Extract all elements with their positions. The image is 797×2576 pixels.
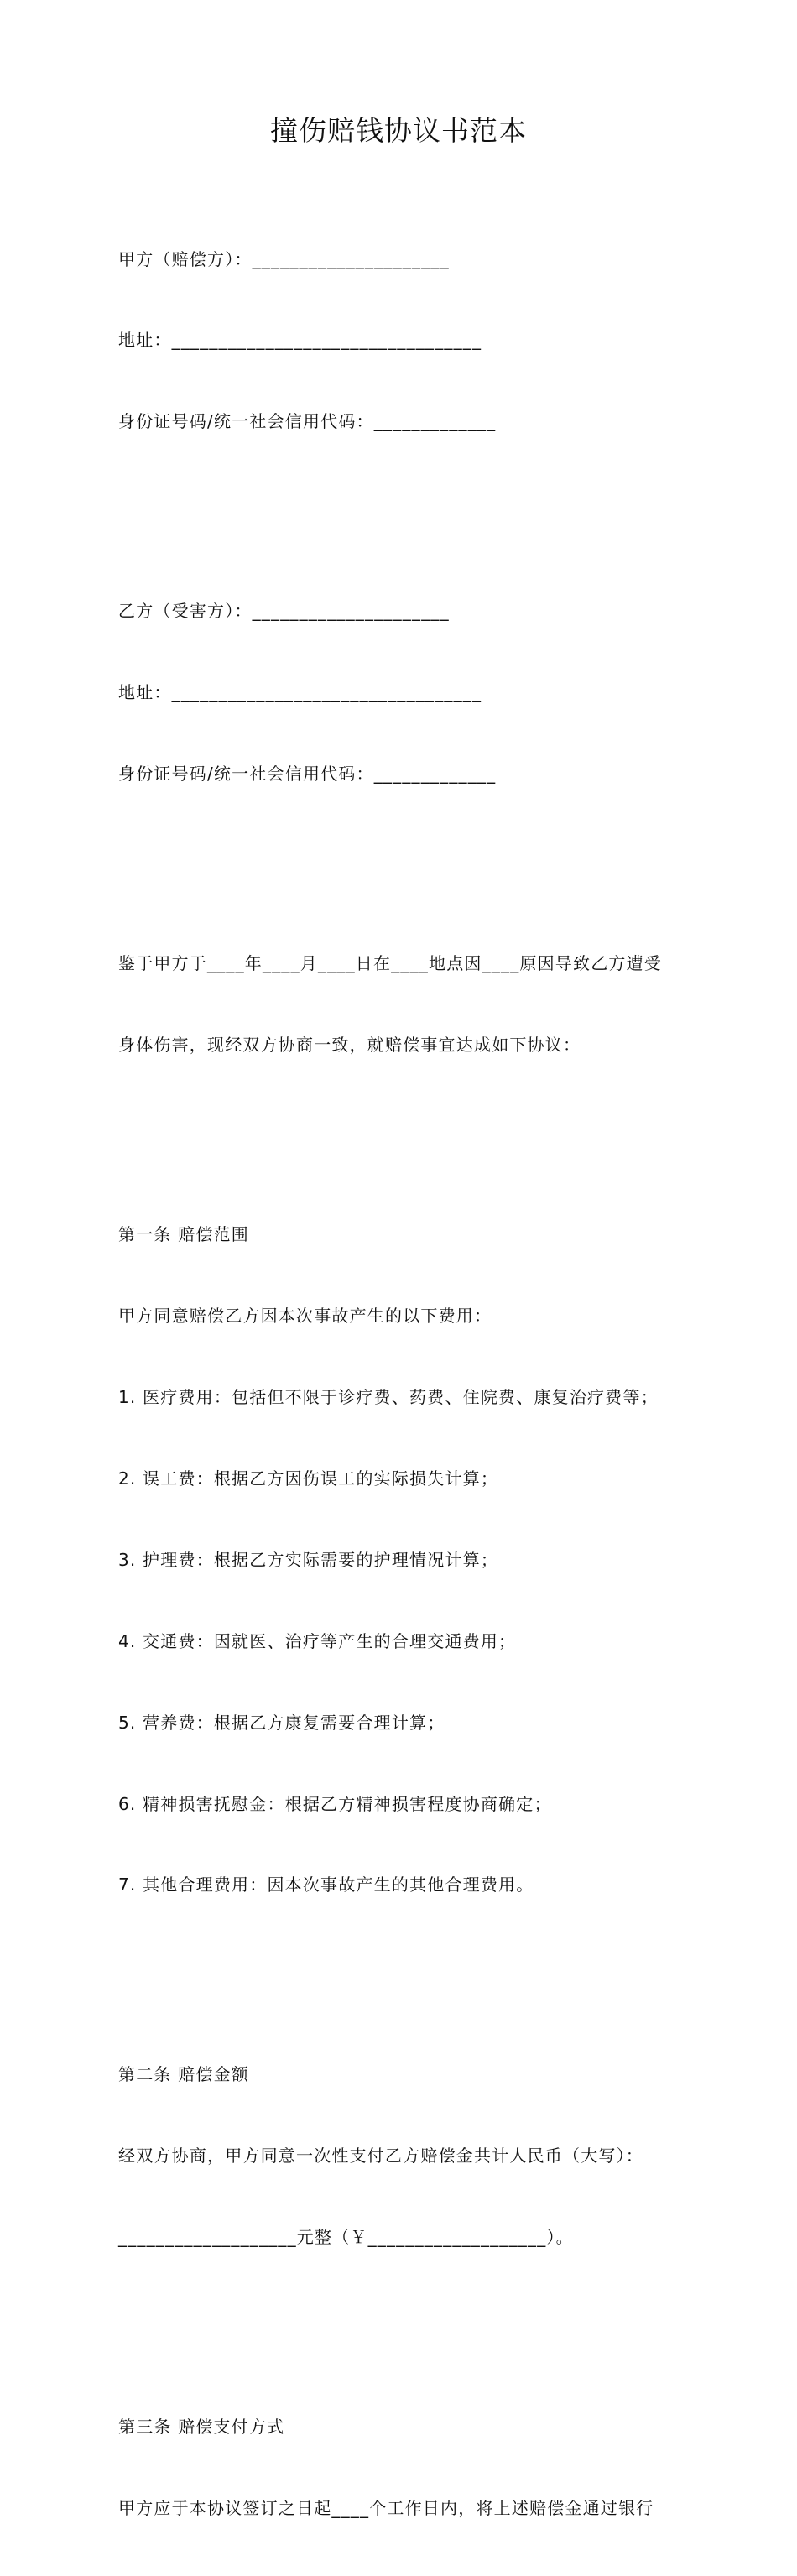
preamble-line-2: 身体伤害，现经双方协商一致，就赔偿事宜达成如下协议： [118, 1035, 581, 1056]
article2-line-1: 经双方协商，甲方同意一次性支付乙方赔偿金共计人民币（大写）： [118, 2146, 643, 2167]
party-b-name-line: 乙方（受害方）：_____________________ [118, 601, 450, 622]
preamble-line-1: 鉴于甲方于____年____月____日在____地点因____原因导致乙方遭受 [118, 953, 662, 974]
document-title: 撞伤赔钱协议书范本 [270, 114, 527, 147]
spacer [118, 489, 689, 516]
article1-item-2: 2. 误工费：根据乙方因伤误工的实际损失计算； [118, 1468, 499, 1489]
party-b-id-line: 身份证号码/统一社会信用代码：_____________ [118, 764, 497, 785]
article1-intro: 甲方同意赔偿乙方因本次事故产生的以下费用： [118, 1306, 492, 1327]
party-b-address-line: 地址：_________________________________ [118, 682, 482, 703]
spacer [118, 842, 689, 868]
article1-heading: 第一条 赔偿范围 [118, 1224, 249, 1245]
article1-item-4: 4. 交通费：因就医、治疗等产生的合理交通费用； [118, 1630, 517, 1651]
article1-item-7: 7. 其他合理费用：因本次事故产生的其他合理费用。 [118, 1875, 534, 1895]
article1-item-1: 1. 医疗费用：包括但不限于诊疗费、药费、住院费、康复治疗费等； [118, 1387, 659, 1408]
party-a-address-line: 地址：_________________________________ [118, 330, 482, 351]
article2-line-2: ___________________元整（￥___________________）。 [118, 2227, 574, 2248]
document-body [118, 191, 689, 2576]
article1-item-3: 3. 护理费：根据乙方实际需要的护理情况计算； [118, 1549, 499, 1570]
party-a-name-line: 甲方（赔偿方）：_____________________ [118, 248, 450, 269]
article3-line-1: 甲方应于本协议签订之日起____个工作日内，将上述赔偿金通过银行 [118, 2498, 654, 2519]
spacer [118, 1113, 689, 1139]
spacer [118, 2305, 689, 2332]
article3-heading: 第三条 赔偿支付方式 [118, 2417, 285, 2438]
party-a-id-line: 身份证号码/统一社会信用代码：_____________ [118, 411, 497, 432]
spacer [118, 1953, 689, 1979]
article1-item-5: 5. 营养费：根据乙方康复需要合理计算； [118, 1712, 445, 1733]
article2-heading: 第二条 赔偿金额 [118, 2064, 249, 2085]
article1-item-6: 6. 精神损害抚慰金：根据乙方精神损害程度协商确定； [118, 1793, 552, 1814]
